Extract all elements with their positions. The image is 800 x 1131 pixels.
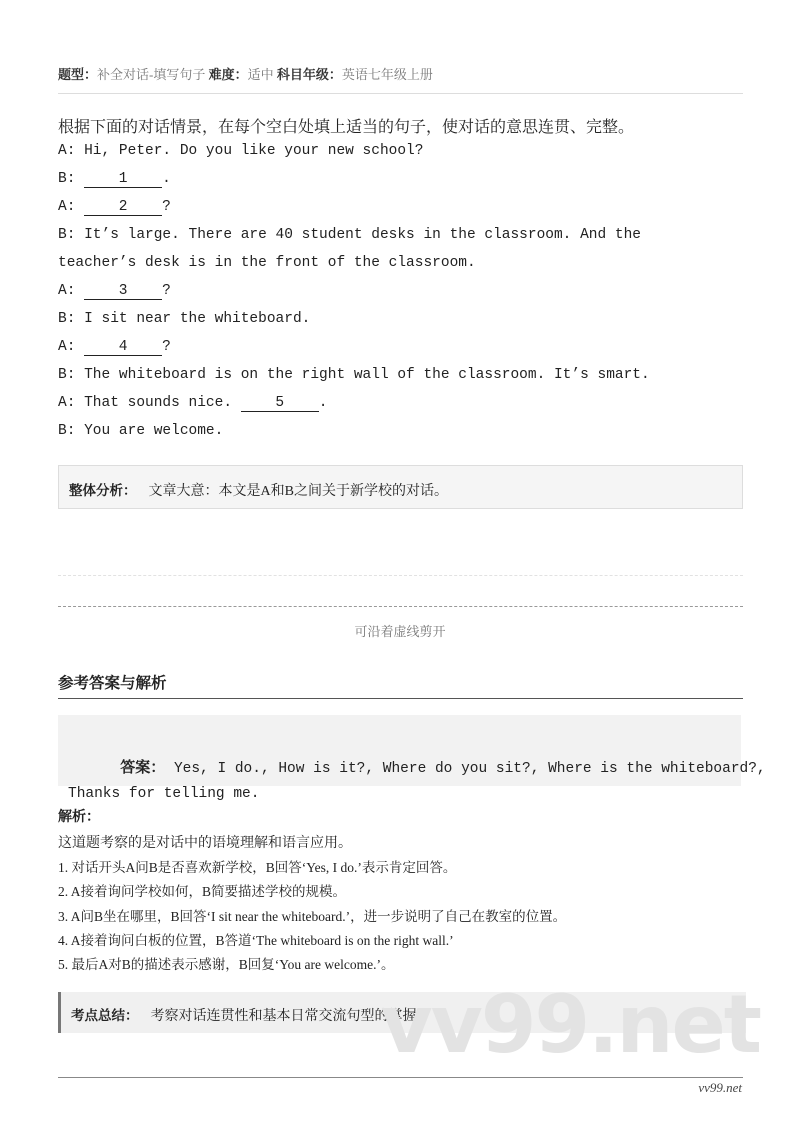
summary-box bbox=[58, 992, 746, 1033]
dialogue-line bbox=[58, 423, 223, 439]
line-text: B: bbox=[58, 171, 85, 187]
footer-site: vv99.net bbox=[698, 1080, 742, 1095]
answer-section-title: 参考答案与解析 bbox=[58, 674, 167, 692]
answer-blank[interactable]: 4 bbox=[84, 340, 162, 356]
subject-value: 英语七年级上册 bbox=[341, 67, 433, 82]
line-text: B: The whiteboard is on the right wall of the classroom. It’s smart. bbox=[58, 367, 650, 383]
analysis-text: 文章大意：本文是A和B之间关于新学校的对话。 bbox=[148, 484, 448, 499]
cut-line bbox=[58, 606, 743, 607]
subject-label: 科目年级： bbox=[276, 67, 342, 82]
analysis-label: 整体分析： bbox=[69, 483, 137, 499]
type-value: 补全对话-填写句子 bbox=[97, 67, 206, 82]
dialogue-line bbox=[58, 367, 650, 383]
answer-blank[interactable]: 3 bbox=[84, 284, 162, 300]
line-text: A: bbox=[58, 199, 85, 215]
dialogue-line bbox=[58, 283, 171, 300]
line-punctuation: ? bbox=[162, 339, 171, 355]
summary-text: 考察对话连贯性和基本日常交流句型的掌握 bbox=[150, 1009, 417, 1024]
footer-divider bbox=[58, 1077, 743, 1078]
answer-blank[interactable]: 1 bbox=[84, 172, 162, 188]
explain-item: 2. A接着询问学校如何，B简要描述学校的规模。 bbox=[58, 884, 347, 900]
explain-item: 5. 最后A对B的描述表示感谢，B回复‘You are welcome.’。 bbox=[58, 957, 395, 973]
difficulty-value: 适中 bbox=[247, 67, 274, 82]
line-text: A: Hi, Peter. Do you like your new school? bbox=[58, 143, 424, 159]
line-text: teacher’s desk is in the front of the classroom. bbox=[58, 255, 476, 271]
header-divider bbox=[58, 93, 743, 94]
line-punctuation: . bbox=[318, 395, 328, 411]
dialogue-line bbox=[58, 339, 171, 356]
explain-label: 解析： bbox=[58, 809, 100, 825]
dialogue-line bbox=[58, 227, 641, 243]
line-punctuation: ? bbox=[162, 199, 171, 215]
question-meta bbox=[58, 64, 433, 83]
dialogue-line bbox=[58, 199, 171, 216]
explain-item: 3. A问B坐在哪里，B回答‘I sit near the whiteboard.’，进一步说明了自己在教室的位置。 bbox=[58, 908, 567, 924]
dialogue-line bbox=[58, 171, 171, 188]
type-label: 题型： bbox=[58, 67, 98, 82]
dialogue-line bbox=[58, 255, 476, 271]
watermark: vv99.net bbox=[380, 978, 760, 1071]
cut-hint: 可沿着虚线剪开 bbox=[354, 624, 446, 639]
question-instruction: 根据下面的对话情景，在每个空白处填上适当的句子，使对话的意思连贯、完整。 bbox=[58, 119, 635, 136]
answer-blank[interactable]: 2 bbox=[84, 200, 162, 216]
answer-box bbox=[58, 715, 766, 802]
dialogue-line bbox=[58, 311, 310, 327]
answer-label: 答案： bbox=[120, 758, 166, 776]
section-divider bbox=[58, 698, 743, 699]
answer-blank[interactable]: 5 bbox=[241, 396, 319, 412]
line-text: B: You are welcome. bbox=[58, 423, 224, 439]
line-text: A: That sounds nice. bbox=[58, 395, 241, 411]
summary-label: 考点总结： bbox=[71, 1008, 139, 1024]
line-punctuation: . bbox=[162, 171, 171, 187]
line-text: A: bbox=[58, 283, 85, 299]
analysis-box bbox=[58, 465, 743, 509]
answer-line: Yes, I do., How is it?, Where do you sit?, Where is the whiteboard?, bbox=[173, 761, 766, 777]
explain-intro: 这道题考察的是对话中的语境理解和语言应用。 bbox=[58, 836, 352, 851]
dialogue-line bbox=[58, 395, 327, 412]
dashed-line-1 bbox=[58, 575, 743, 576]
line-text: B: I sit near the whiteboard. bbox=[58, 311, 311, 327]
line-text: A: bbox=[58, 339, 85, 355]
line-text: B: It’s large. There are 40 student desks in the classroom. And the bbox=[58, 227, 641, 243]
explain-item: 4. A接着询问白板的位置，B答道‘The whiteboard is on the right wall.’ bbox=[58, 932, 454, 948]
answer-line: Thanks for telling me. bbox=[68, 786, 260, 802]
dialogue-line bbox=[58, 143, 423, 159]
difficulty-label: 难度： bbox=[208, 67, 248, 82]
line-punctuation: ? bbox=[162, 283, 171, 299]
explain-item: 1. 对话开头A问B是否喜欢新学校，B回答‘Yes, I do.’表示肯定回答。 bbox=[58, 860, 457, 875]
